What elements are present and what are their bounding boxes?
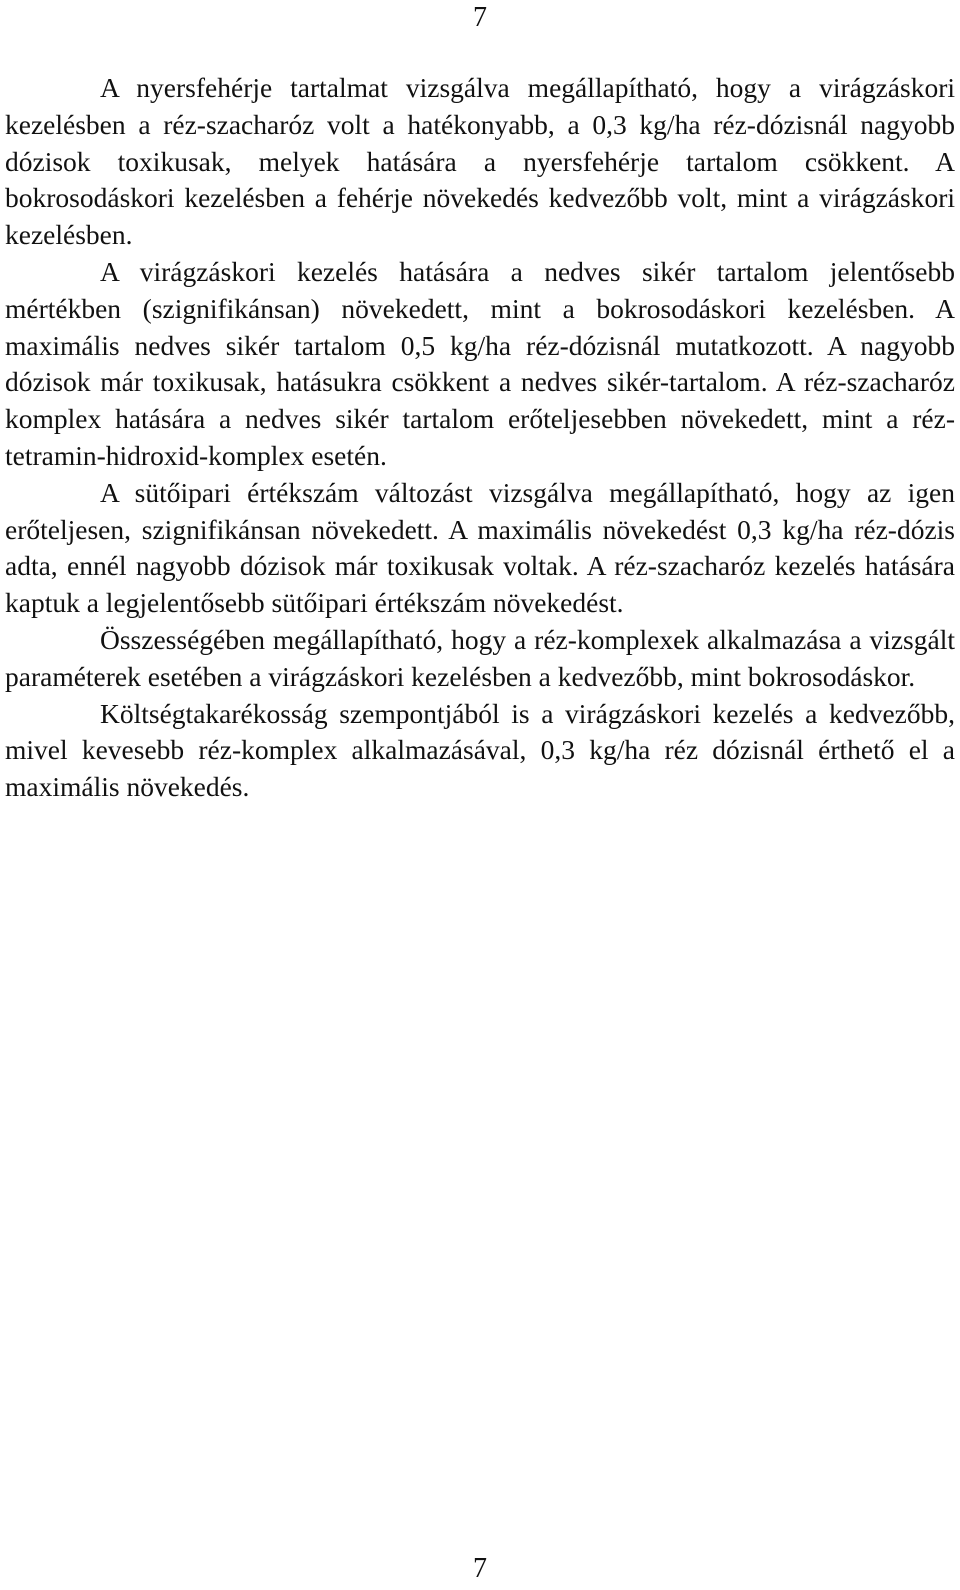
paragraph-wet-gluten: A virágzáskori kezelés hatására a nedves sikér tartalom jelentősebb mértékben (szignifikánsan) növekedett, mint a bokrosodáskori kezelésben. A maximális nedves sikér tartalom 0,5 kg/ha réz-dózisnál mutatkozott. A nagyobb dózisok már toxikusak, hatásukra csökkent a nedves sikér-tartalom. A réz-szacharóz komplex hatására a nedves sikér tartalom erőteljesebben növekedett, mint a réz-tetramin-hidroxid-komplex esetén. bbox=[5, 255, 955, 471]
paragraph-summary: Összességében megállapítható, hogy a réz-komplexek alkalmazása a vizsgált paraméterek esetében a virágzáskori kezelésben a kedvezőbb, mint bokrosodáskor. bbox=[5, 623, 955, 692]
page-number-bottom: 7 bbox=[473, 1553, 487, 1584]
page-number-top: 7 bbox=[473, 2, 487, 33]
paragraph-baking-value: A sütőipari értékszám változást vizsgálva megállapítható, hogy az igen erőteljesen, szignifikánsan növekedett. A maximális növekedést 0,3 kg/ha réz-dózis adta, ennél nagyobb dózisok már toxikusak voltak. A réz-szacharóz kezelés hatására kaptuk a legjelentősebb sütőipari értékszám növekedést. bbox=[5, 476, 955, 619]
document-body bbox=[5, 70, 955, 806]
paragraph-cost-efficiency: Költségtakarékosság szempontjából is a virágzáskori kezelés a kedvezőbb, mivel kevesebb réz-komplex alkalmazásával, 0,3 kg/ha réz dózisnál érthető el a maximális növekedés. bbox=[5, 697, 955, 803]
paragraph-crude-protein: A nyersfehérje tartalmat vizsgálva megállapítható, hogy a virágzáskori kezelésben a réz-szacharóz volt a hatékonyabb, a 0,3 kg/ha réz-dózisnál nagyobb dózisok toxikusak, melyek hatására a nyersfehérje tartalom csökkent. A bokrosodáskori kezelésben a fehérje növekedés kedvezőbb volt, mint a virágzáskori kezelésben. bbox=[5, 72, 955, 251]
